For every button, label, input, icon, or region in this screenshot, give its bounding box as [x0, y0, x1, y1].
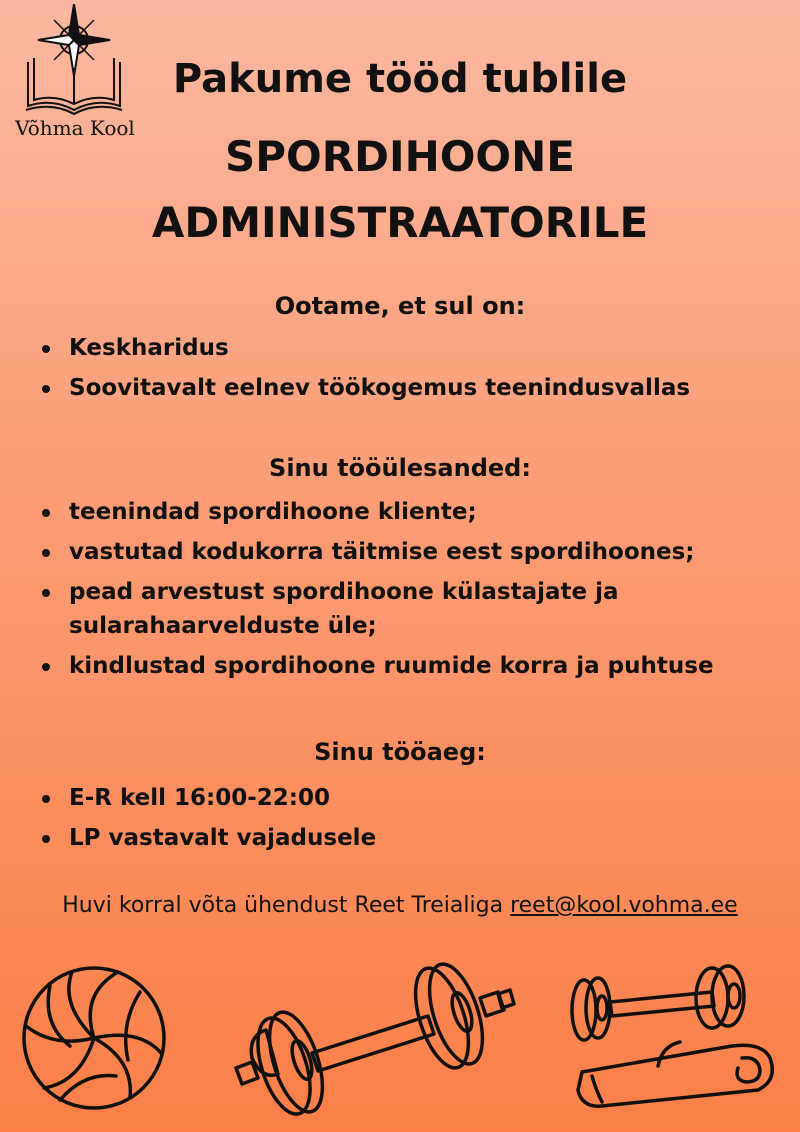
contact-line — [0, 893, 800, 918]
list-item: kindlustad spordihoone ruumide korra ja puhtuse — [38, 649, 793, 683]
volleyball-icon — [20, 964, 168, 1112]
requirements-list — [38, 331, 793, 411]
title-line-3: ADMINISTRAATORILE — [151, 198, 649, 247]
hours-heading: Sinu tööaeg: — [314, 738, 486, 766]
title-line-2: SPORDIHOONE — [225, 132, 575, 181]
tasks-list — [38, 495, 793, 689]
dumbbell-mat-icon — [562, 962, 780, 1112]
list-item: Keskharidus — [38, 331, 793, 365]
tasks-heading: Sinu tööülesanded: — [269, 454, 531, 482]
list-item: teenindad spordihoone kliente; — [38, 495, 793, 529]
email-link[interactable]: reet@kool.vohma.ee — [510, 893, 738, 918]
title-line-1: Pakume tööd tublile — [172, 56, 628, 102]
requirements-heading: Ootame, et sul on: — [274, 292, 526, 320]
list-item-continuation: sularahaarvelduste üle; — [69, 613, 377, 639]
hours-list — [38, 781, 793, 861]
barbell-icon — [222, 950, 522, 1126]
list-item: E-R kell 16:00-22:00 — [38, 781, 793, 815]
list-item: pead arvestust spordihoone külastajate ja — [38, 575, 793, 609]
list-item: vastutad kodukorra täitmise eest spordihoones; — [38, 535, 793, 569]
school-name: Võhma Kool — [15, 116, 135, 140]
list-item: Soovitavalt eelnev töökogemus teenindusvallas — [38, 371, 793, 405]
contact-text: Huvi korral võta ühendust Reet Treialiga — [62, 893, 504, 918]
list-item: LP vastavalt vajadusele — [38, 821, 793, 855]
